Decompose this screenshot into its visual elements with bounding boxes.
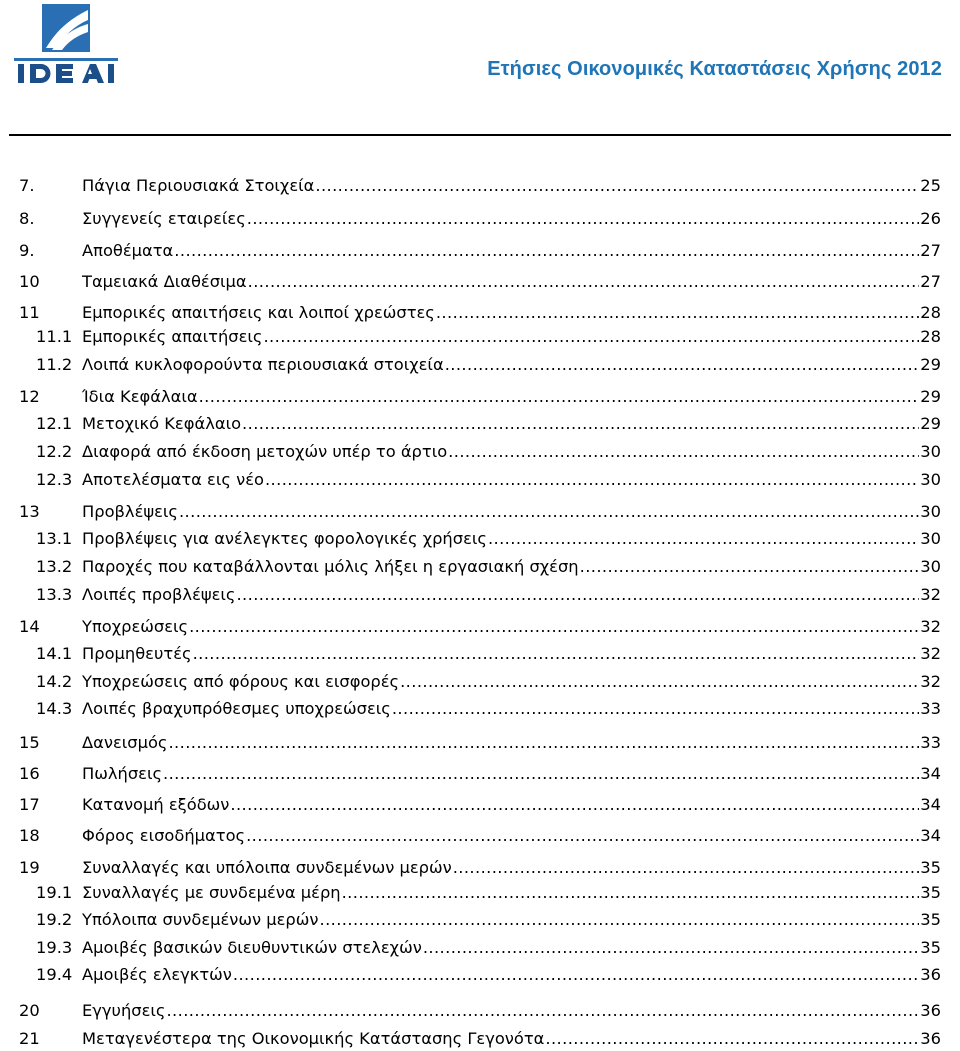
dot-leader bbox=[179, 500, 919, 524]
toc-entry-number: 8. bbox=[19, 209, 35, 228]
toc-entry-title: Συναλλαγές με συνδεμένα μέρη bbox=[82, 883, 341, 902]
toc-entry-number: 19.2 bbox=[36, 910, 73, 929]
toc-entry[interactable] bbox=[19, 555, 941, 579]
toc-entry-page: 35 bbox=[920, 938, 941, 957]
toc-entry[interactable] bbox=[19, 270, 941, 294]
toc-entry[interactable] bbox=[19, 615, 941, 639]
toc-entry-title: Αμοιβές ελεγκτών bbox=[82, 965, 232, 984]
toc-entry-title: Αποθέματα bbox=[82, 241, 174, 260]
dot-leader bbox=[392, 697, 919, 721]
dot-leader bbox=[580, 555, 920, 579]
toc-entry-title: Προβλέψεις bbox=[82, 502, 178, 521]
dot-leader bbox=[445, 353, 920, 377]
toc-entry-page: 27 bbox=[920, 241, 941, 260]
toc-entry-page: 28 bbox=[920, 303, 941, 322]
toc-entry-page: 28 bbox=[920, 327, 941, 346]
toc-entry[interactable] bbox=[19, 793, 941, 817]
toc-entry[interactable] bbox=[19, 881, 941, 905]
toc-entry[interactable] bbox=[19, 353, 941, 377]
toc-entry-page: 27 bbox=[920, 272, 941, 291]
toc-entry[interactable] bbox=[19, 500, 941, 524]
toc-entry-title: Διαφορά από έκδοση μετοχών υπέρ το άρτιο bbox=[82, 442, 448, 461]
toc-entry[interactable] bbox=[19, 301, 941, 325]
dot-leader bbox=[342, 881, 920, 905]
toc-entry-page: 29 bbox=[920, 355, 941, 374]
header-divider bbox=[9, 134, 951, 136]
toc-entry-number: 14.1 bbox=[36, 644, 73, 663]
toc-entry-number: 11.2 bbox=[36, 355, 73, 374]
toc-entry-page: 36 bbox=[920, 965, 941, 984]
toc-entry[interactable] bbox=[19, 527, 941, 551]
toc-entry-page: 36 bbox=[920, 1029, 941, 1048]
toc-entry-title: Υποχρεώσεις bbox=[82, 617, 189, 636]
dot-leader bbox=[448, 440, 919, 464]
toc-entry[interactable] bbox=[19, 583, 941, 607]
toc-entry-number: 7. bbox=[19, 176, 35, 195]
dot-leader bbox=[263, 325, 919, 349]
toc-entry-title: Λοιπές προβλέψεις bbox=[82, 585, 236, 604]
toc-entry-title: Μεταγενέστερα της Οικονομικής Κατάστασης Γεγονότα bbox=[82, 1029, 545, 1048]
toc-entry-number: 9. bbox=[19, 241, 35, 260]
toc-entry-title: Κατανομή εξόδων bbox=[82, 795, 230, 814]
dot-leader bbox=[545, 1027, 919, 1051]
toc-entry-number: 19.4 bbox=[36, 965, 73, 984]
toc-entry-number: 13 bbox=[19, 502, 40, 521]
toc-entry-number: 13.2 bbox=[36, 557, 73, 576]
toc-entry-number: 12.3 bbox=[36, 470, 73, 489]
dot-leader bbox=[163, 762, 919, 786]
toc-entry-number: 16 bbox=[19, 764, 40, 783]
document-title: Ετήσιες Οικονομικές Καταστάσεις Χρήσης 2012 bbox=[487, 58, 942, 80]
toc-entry-title: Προμηθευτές bbox=[82, 644, 192, 663]
toc-entry-page: 32 bbox=[920, 644, 941, 663]
dot-leader bbox=[248, 270, 920, 294]
toc-entry-title: Πωλήσεις bbox=[82, 764, 163, 783]
toc-entry-number: 12.1 bbox=[36, 414, 73, 433]
toc-entry[interactable] bbox=[19, 999, 941, 1023]
dot-leader bbox=[174, 239, 919, 263]
toc-entry-number: 12.2 bbox=[36, 442, 73, 461]
toc-entry-title: Αποτελέσματα εις νέο bbox=[82, 470, 264, 489]
toc-entry[interactable] bbox=[19, 642, 941, 666]
toc-entry-page: 30 bbox=[920, 529, 941, 548]
toc-entry-page: 36 bbox=[920, 1001, 941, 1020]
toc-entry[interactable] bbox=[19, 697, 941, 721]
toc-entry-title: Συναλλαγές και υπόλοιπα συνδεμένων μερών bbox=[82, 858, 452, 877]
toc-entry[interactable] bbox=[19, 824, 941, 848]
page-header bbox=[0, 0, 960, 140]
toc-entry-page: 30 bbox=[920, 442, 941, 461]
toc-entry-title: Προβλέψεις για ανέλεγκτες φορολογικές χρήσεις bbox=[82, 529, 487, 548]
toc-entry-number: 19 bbox=[19, 858, 40, 877]
toc-entry-title: Ίδια Κεφάλαια bbox=[82, 387, 198, 406]
dot-leader bbox=[193, 642, 920, 666]
toc-entry-number: 13.3 bbox=[36, 585, 73, 604]
toc-entry-number: 20 bbox=[19, 1001, 40, 1020]
toc-entry-title: Συγγενείς εταιρείες bbox=[82, 209, 246, 228]
toc-entry[interactable] bbox=[19, 936, 941, 960]
toc-entry[interactable] bbox=[19, 468, 941, 492]
toc-entry[interactable] bbox=[19, 412, 941, 436]
dot-leader bbox=[488, 527, 919, 551]
toc-entry[interactable] bbox=[19, 207, 941, 231]
toc-entry[interactable] bbox=[19, 670, 941, 694]
toc-entry-number: 19.3 bbox=[36, 938, 73, 957]
dot-leader bbox=[242, 412, 919, 436]
toc-entry-title: Εγγυήσεις bbox=[82, 1001, 166, 1020]
toc-entry-page: 32 bbox=[920, 672, 941, 691]
toc-entry[interactable] bbox=[19, 239, 941, 263]
dot-leader bbox=[236, 583, 919, 607]
dot-leader bbox=[247, 207, 920, 231]
toc-entry-page: 26 bbox=[920, 209, 941, 228]
toc-entry[interactable] bbox=[19, 856, 941, 880]
toc-entry[interactable] bbox=[19, 440, 941, 464]
dot-leader bbox=[400, 670, 919, 694]
toc-entry-number: 10 bbox=[19, 272, 40, 291]
toc-entry-title: Μετοχικό Κεφάλαιο bbox=[82, 414, 242, 433]
toc-entry-number: 18 bbox=[19, 826, 40, 845]
dot-leader bbox=[265, 468, 919, 492]
toc-entry-page: 29 bbox=[920, 387, 941, 406]
toc-entry-number: 17 bbox=[19, 795, 40, 814]
toc-entry[interactable] bbox=[19, 1027, 941, 1051]
toc-entry-page: 29 bbox=[920, 414, 941, 433]
toc-entry-title: Λοιπές βραχυπρόθεσμες υποχρεώσεις bbox=[82, 699, 391, 718]
toc-entry-number: 14.3 bbox=[36, 699, 73, 718]
toc-entry[interactable] bbox=[19, 385, 941, 409]
toc-entry-title: Αμοιβές βασικών διευθυντικών στελεχών bbox=[82, 938, 422, 957]
toc-entry-page: 35 bbox=[920, 883, 941, 902]
toc-entry-title: Παροχές που καταβάλλονται μόλις λήξει η εργασιακή σχέση bbox=[82, 557, 579, 576]
toc-entry[interactable] bbox=[19, 908, 941, 932]
toc-entry-page: 34 bbox=[920, 764, 941, 783]
toc-entry-title: Εμπορικές απαιτήσεις και λοιποί χρεώστες bbox=[82, 303, 435, 322]
dot-leader bbox=[423, 936, 919, 960]
toc-entry-number: 19.1 bbox=[36, 883, 73, 902]
dot-leader bbox=[453, 856, 920, 880]
dot-leader bbox=[315, 174, 919, 198]
ideal-logo bbox=[12, 4, 120, 86]
toc-entry-page: 35 bbox=[920, 858, 941, 877]
toc-entry-number: 13.1 bbox=[36, 529, 73, 548]
toc-entry-page: 35 bbox=[920, 910, 941, 929]
toc-entry-number: 21 bbox=[19, 1029, 40, 1048]
dot-leader bbox=[168, 731, 919, 755]
toc-entry-title: Δανεισμός bbox=[82, 733, 168, 752]
toc-entry-page: 33 bbox=[920, 733, 941, 752]
toc-entry-number: 14.2 bbox=[36, 672, 73, 691]
toc-entry-title: Φόρος εισοδήματος bbox=[82, 826, 246, 845]
toc-entry-number: 11 bbox=[19, 303, 40, 322]
toc-entry-number: 12 bbox=[19, 387, 40, 406]
toc-entry[interactable] bbox=[19, 963, 941, 987]
toc-entry-page: 34 bbox=[920, 795, 941, 814]
toc-entry-page: 30 bbox=[920, 502, 941, 521]
toc-entry-title: Λοιπά κυκλοφορούντα περιουσιακά στοιχεία bbox=[82, 355, 444, 374]
toc-entry-title: Υποχρεώσεις από φόρους και εισφορές bbox=[82, 672, 400, 691]
toc-entry-title: Εμπορικές απαιτήσεις bbox=[82, 327, 263, 346]
dot-leader bbox=[230, 793, 919, 817]
toc-entry-page: 30 bbox=[920, 470, 941, 489]
toc-entry[interactable] bbox=[19, 731, 941, 755]
dot-leader bbox=[199, 385, 920, 409]
dot-leader bbox=[320, 908, 920, 932]
toc-entry[interactable] bbox=[19, 174, 941, 198]
toc-entry-number: 14 bbox=[19, 617, 40, 636]
toc-entry-page: 25 bbox=[920, 176, 941, 195]
dot-leader bbox=[189, 615, 919, 639]
toc-entry-number: 11.1 bbox=[36, 327, 73, 346]
dot-leader bbox=[246, 824, 919, 848]
toc-entry-page: 34 bbox=[920, 826, 941, 845]
toc-entry-page: 32 bbox=[920, 617, 941, 636]
toc-entry-page: 33 bbox=[920, 699, 941, 718]
toc-entry-number: 15 bbox=[19, 733, 40, 752]
toc-entry[interactable] bbox=[19, 762, 941, 786]
toc-entry[interactable] bbox=[19, 325, 941, 349]
dot-leader bbox=[436, 301, 919, 325]
dot-leader bbox=[166, 999, 919, 1023]
dot-leader bbox=[233, 963, 919, 987]
toc-entry-title: Υπόλοιπα συνδεμένων μερών bbox=[82, 910, 319, 929]
toc-entry-page: 32 bbox=[920, 585, 941, 604]
toc-entry-title: Πάγια Περιουσιακά Στοιχεία bbox=[82, 176, 315, 195]
toc-entry-title: Ταμειακά Διαθέσιμα bbox=[82, 272, 247, 291]
toc-entry-page: 30 bbox=[920, 557, 941, 576]
